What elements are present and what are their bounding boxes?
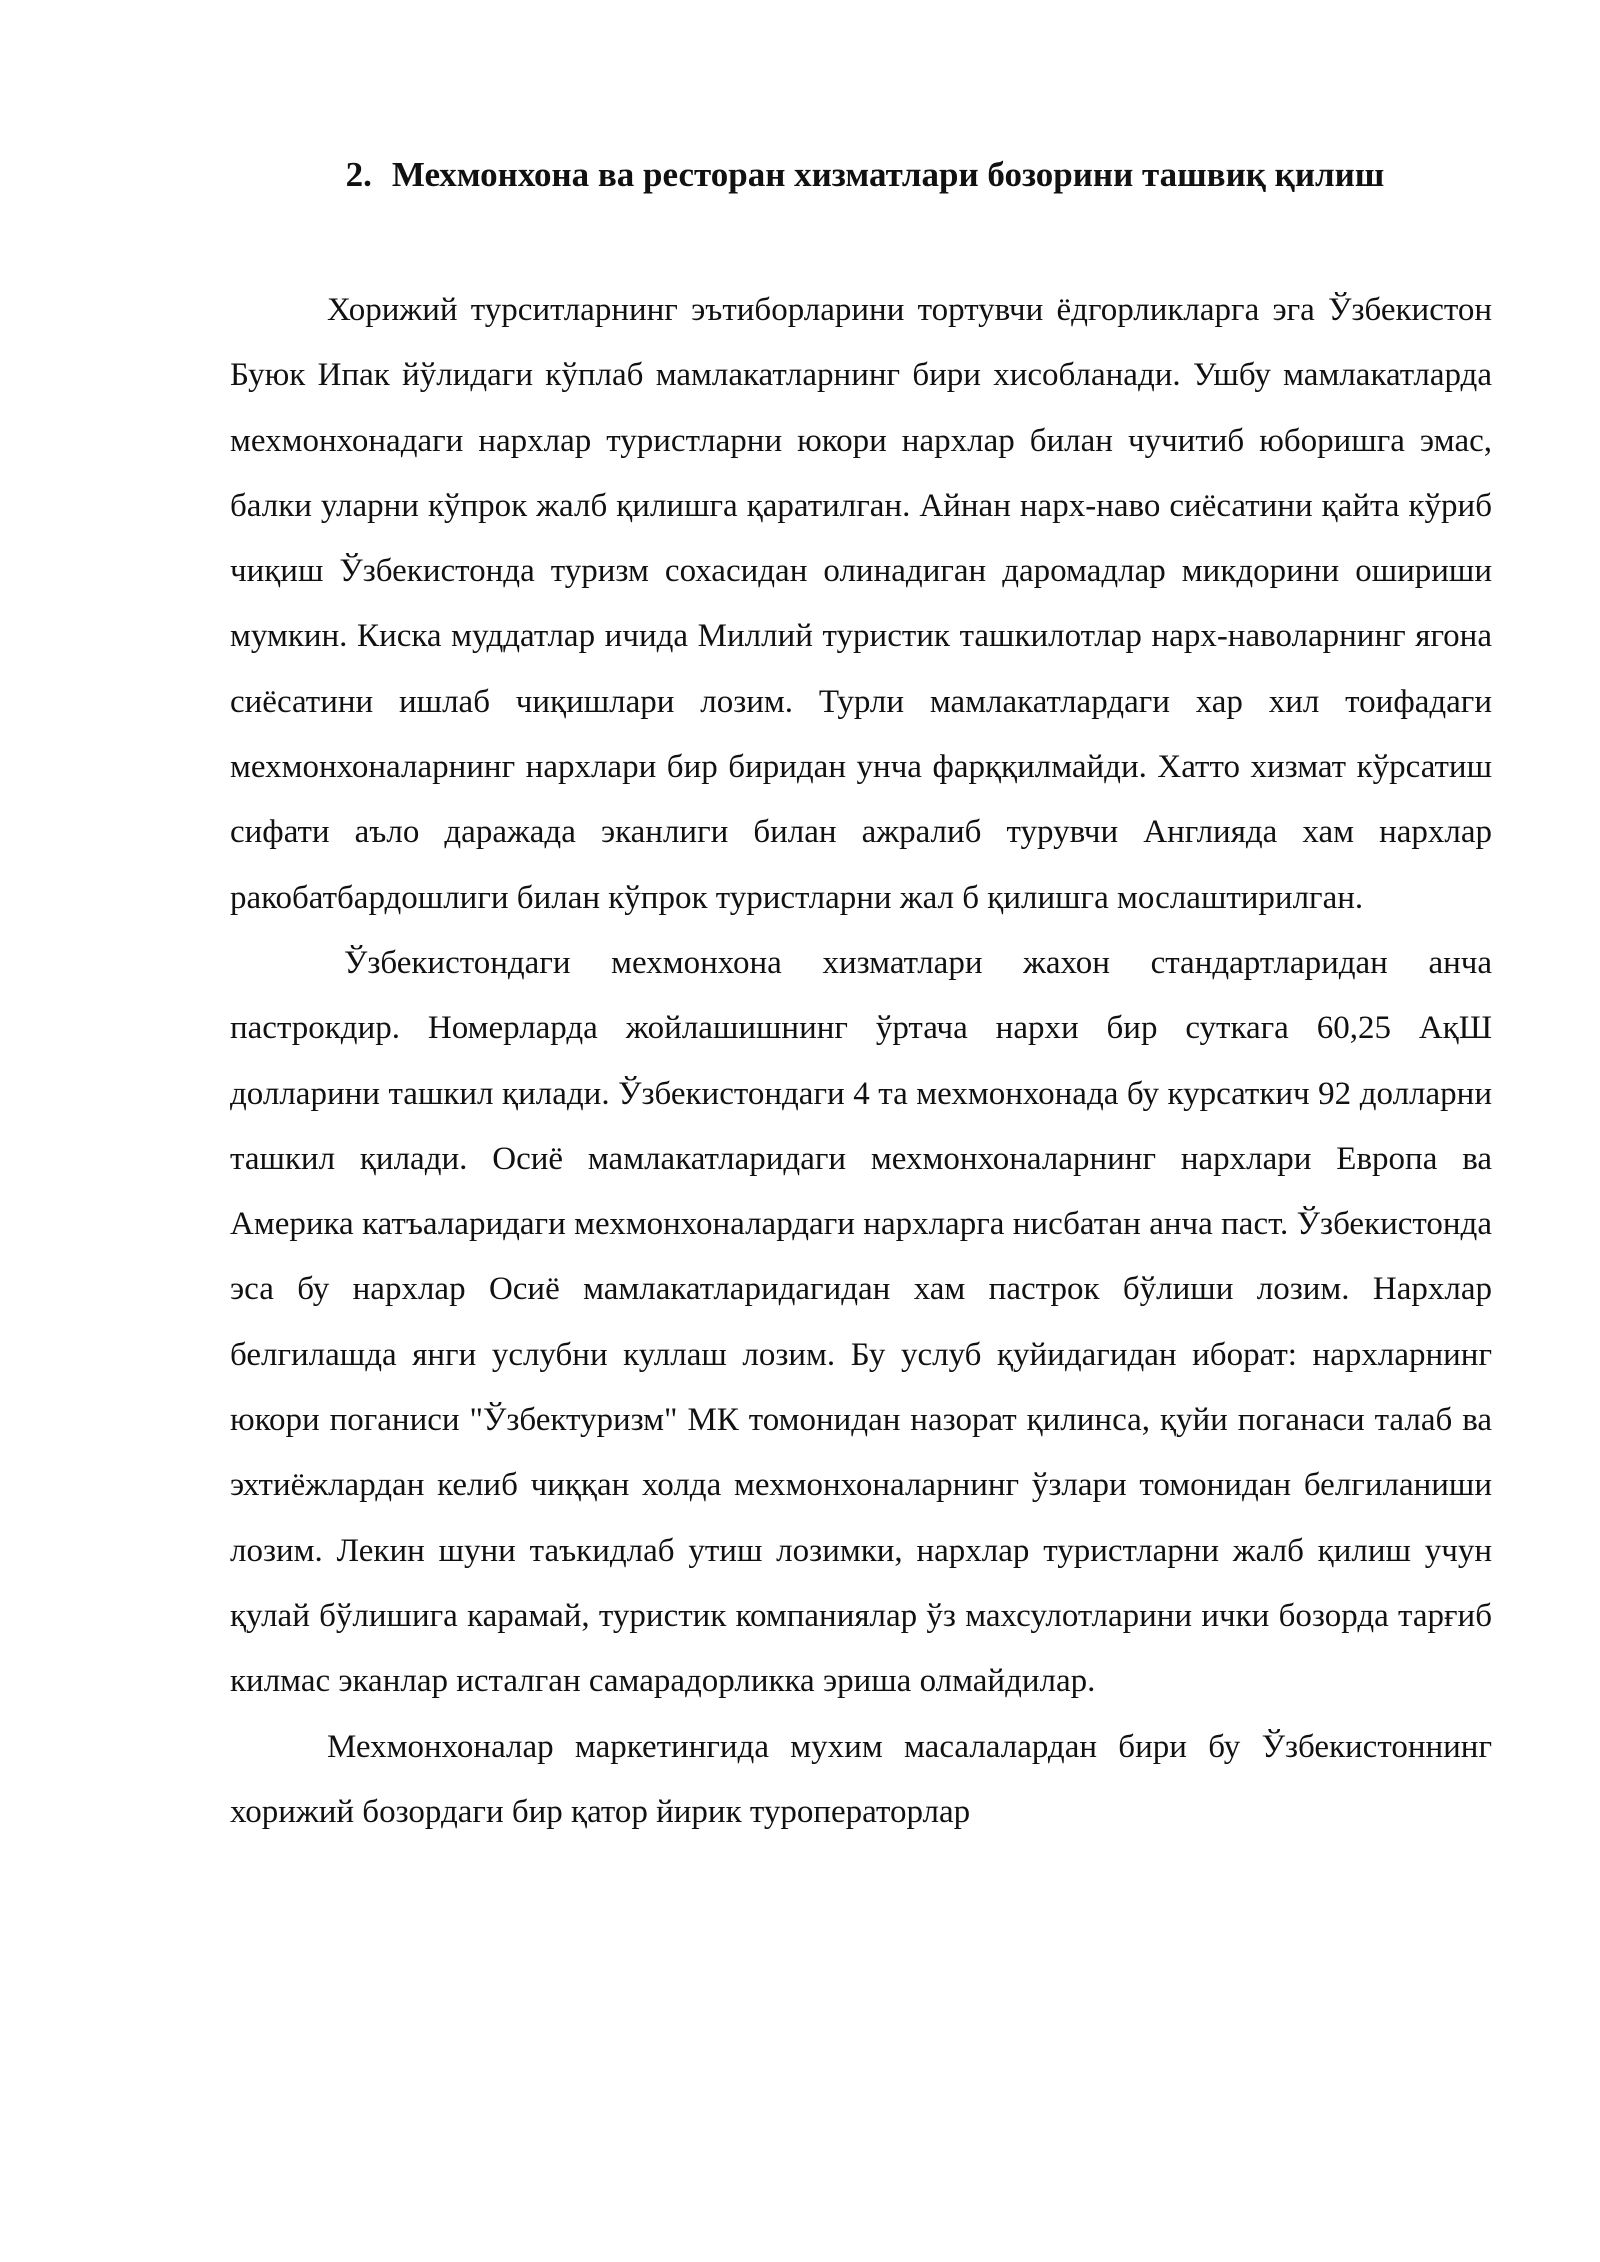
paragraph-2: Ўзбекистондаги мехмонхона хизматлари жахон стандартларидан анча пастрокдир. Номерларда жойлашишнинг ўртача нархи бир суткага 60,25 АқШ долларини ташкил қилади. Ўзбекистондаги 4 та мехмонхонада бу курсаткич 92 долларни ташкил қилади. Осиё мамлакатларидаги мехмонхоналарнинг нархлари Европа ва Америка катъаларидаги мехмонхоналардаги нархларга нисбатан анча паст. Ўзбекистонда эса бу нархлар Осиё мамлакатларидагидан хам пастрок бўлиши лозим. Нархлар белгилашда янги услубни куллаш лозим. Бу услуб қуйидагидан иборат: нархларнинг юкори поганиси "Ўзбектуризм" МК томонидан назорат қилинса, қуйи поганаси талаб ва эхтиёжлардан келиб чиққан холда мехмонхоналарнинг ўзлари томонидан белгиланиши лозим. Лекин шуни таъкидлаб утиш лозимки, нархлар туристларни жалб қилиш учун қулай бўлишига карамай, туристик компаниялар ўз махсулотларини ички бозорда тарғиб килмас эканлар исталган самарадорликка эриша олмайдилар.	[230, 944, 1492, 1700]
section-number: 2.	[345, 155, 372, 194]
paragraph-3: Мехмонхоналар маркетингида мухим масалалардан бири бу Ўзбекистоннинг хорижий бозордаги бир қатор йирик туроператорлар	[230, 1728, 1492, 1830]
body-text	[230, 278, 1492, 1845]
paragraph-1: Хорижий турситларнинг эътиборларини тортувчи ёдгорликларга эга Ўзбекистон Буюк Ипак йўлидаги кўплаб мамлакатларнинг бири хисобланади. Ушбу мамлакатларда мехмонхонадаги нархлар туристларни юкори нархлар билан чучитиб юборишга эмас, балки уларни кўпрок жалб қилишга қаратилган. Айнан нарх-наво сиёсатини қайта кўриб чиқиш Ўзбекистонда туризм сохасидан олинадиган даромадлар микдорини ошириши мумкин. Киска муддатлар ичида Миллий туристик ташкилотлар нарх-наволарнинг ягона сиёсатини ишлаб чиқишлари лозим. Турли мамлакатлардаги хар хил тоифадаги мехмонхоналарнинг нархлари бир биридан унча фарққилмайди. Хатто хизмат кўрсатиш сифати аъло даражада эканлиги билан ажралиб турувчи Англияда хам нархлар ракобатбардошлиги билан кўпрок туристларни жал б қилишга мослаштирилган.	[230, 292, 1492, 916]
section-title: Мехмонхона ва ресторан хизматлари бозорини ташвиқ қилиш	[391, 155, 1385, 194]
section-heading	[0, 150, 1600, 200]
